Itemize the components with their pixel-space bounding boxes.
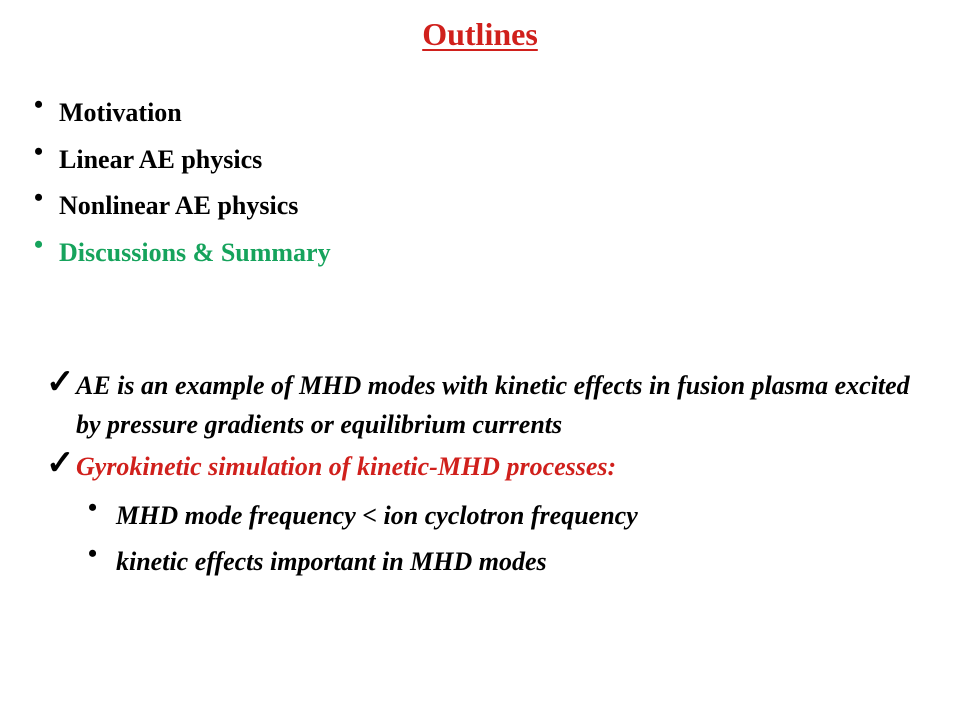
sub-item-label: kinetic effects important in MHD modes (116, 547, 547, 576)
bullet-icon: • (33, 229, 44, 259)
check-item-ae-example (46, 366, 926, 444)
sub-item-frequency (88, 493, 926, 539)
sub-item-label: MHD mode frequency < ion cyclotron frequency (116, 501, 638, 530)
check-item-gyrokinetic (46, 447, 926, 486)
checkmark-icon: ✓ (46, 364, 75, 401)
bullet-icon: • (33, 183, 44, 213)
outline-item-label: Motivation (59, 98, 182, 128)
bullet-icon: • (88, 493, 98, 522)
slide-title: Outlines (422, 16, 538, 52)
outline-list (18, 90, 331, 276)
check-item-text: Gyrokinetic simulation of kinetic-MHD processes: (76, 452, 617, 481)
summary-checklist (46, 366, 926, 585)
gyrokinetic-sub-list (88, 493, 926, 585)
sub-item-kinetic-effects (88, 539, 926, 585)
outline-item-nonlinear-ae (18, 183, 331, 230)
checkmark-icon: ✓ (46, 445, 75, 482)
outline-item-discussions (18, 230, 331, 277)
outline-item-label: Discussions & Summary (59, 237, 331, 267)
check-item-text: AE is an example of MHD modes with kinetic effects in fusion plasma excited by pressure gradients or equilibrium currents (76, 371, 910, 439)
bullet-icon: • (88, 539, 98, 568)
outline-item-label: Linear AE physics (59, 144, 263, 174)
bullet-icon: • (33, 136, 44, 166)
outline-item-motivation (18, 90, 331, 137)
outline-item-linear-ae (18, 137, 331, 184)
outline-item-label: Nonlinear AE physics (59, 191, 299, 221)
bullet-icon: • (33, 90, 44, 120)
